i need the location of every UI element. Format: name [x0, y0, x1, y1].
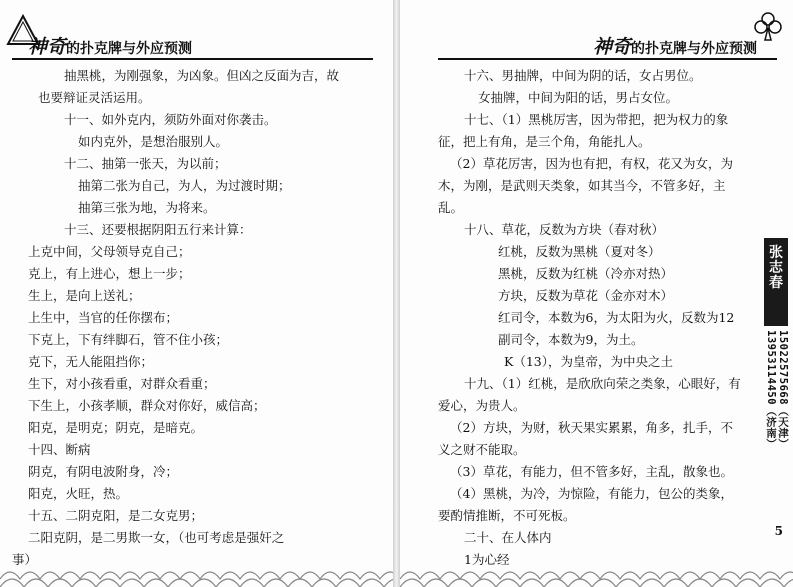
text-line: 征，把上有角，是三个角，角能扎人。: [438, 134, 651, 149]
text-line: 阳克，是明克；阴克，是暗克。: [28, 420, 204, 435]
text-line: 抽第三张为地，为将来。: [78, 200, 216, 215]
text-line: 抽第二张为自己，为人，为过渡时期；: [78, 178, 291, 193]
left-page: [0, 0, 393, 587]
header-rule: [438, 58, 777, 60]
page-header: [400, 30, 793, 60]
text-line: 红桃，反数为黑桃（夏对冬）: [498, 244, 661, 259]
text-line: 十七、（1）黑桃厉害，因为带把，把为权力的象: [464, 112, 729, 127]
text-line: （4）黑桃，为冷，为惊险，有能力，包公的类象，: [450, 486, 733, 501]
phone-jinan: 13953114450（济南）: [765, 330, 777, 450]
author-name: 张志春: [769, 245, 783, 291]
book-title-text: 的扑克牌与外应预测: [66, 41, 193, 57]
text-line: 也要辩证灵活运用。: [38, 90, 151, 105]
text-line: 二十、在人体内: [464, 530, 552, 545]
book-title: [28, 32, 192, 59]
text-line: K（13），为皇帝，为中央之土: [504, 354, 673, 369]
text-line: 十三、还要根据阴阳五行来计算：: [64, 222, 252, 237]
text-line: 方块，反数为草花（金亦对木）: [498, 288, 674, 303]
text-line: （2）方块，为财，秋天果实累累，角多，扎手，不: [450, 420, 733, 435]
right-page: [400, 0, 793, 587]
contact-phones: [764, 330, 789, 480]
text-line: 生上，是向上送礼；: [28, 288, 141, 303]
text-line: （3）草花，有能力，但不管多好，主乱，散象也。: [450, 464, 733, 479]
text-line: 十一、如外克内，须防外面对你袭击。: [64, 112, 277, 127]
text-line: 乱。: [438, 200, 464, 215]
text-line: 十五、二阴克阳，是二女克男；: [28, 508, 204, 523]
book-title-emphasis: 神奇: [592, 36, 631, 58]
text-line: 克下，无人能阻挡你；: [28, 354, 154, 369]
text-line: 如内克外，是想治服别人。: [78, 134, 229, 149]
book-gutter: [393, 0, 400, 587]
book-title: [593, 32, 757, 59]
text-line: 十九、（1）红桃，是欣欣向荣之类象，心眼好，有: [464, 376, 741, 391]
book-title-text: 的扑克牌与外应预测: [631, 41, 757, 57]
book-title-emphasis: 神奇: [28, 36, 67, 58]
text-line: 阴克，有阴电波附身，冷；: [28, 464, 179, 479]
text-line: 副司令，本数为9，为土。: [498, 332, 644, 347]
text-line: 十六、男抽牌，中间为阴的话，女占男位。: [464, 68, 702, 83]
text-line: 十二、抽第一张天，为以前；: [64, 156, 227, 171]
text-line: 阳克，火旺，热。: [28, 486, 129, 501]
text-line: 下生上，小孩孝顺，群众对你好，威信高；: [28, 398, 266, 413]
text-line: 爱心，为贵人。: [438, 398, 526, 413]
text-line: 木，为刚，是武则天类象，如其当今，不管多好，主: [438, 178, 726, 193]
page-number: 5: [774, 524, 783, 538]
cloud-border-decoration: [400, 539, 793, 587]
text-line: 义之财不能取。: [438, 442, 526, 457]
page-header: [0, 30, 393, 60]
text-line: 上生中，当官的任你摆布；: [28, 310, 179, 325]
cloud-border-decoration: [0, 539, 393, 587]
text-line: 下克上，下有绊脚石，管不住小孩；: [28, 332, 229, 347]
text-line: 1为心经: [464, 552, 510, 567]
text-line: 女抽牌，中间为阳的话，男占女位。: [478, 90, 679, 105]
text-line: 红司令，本数为6，为太阳为火，反数为12: [498, 310, 735, 325]
text-line: 抽黑桃，为刚强象，为凶象。但凶之反面为吉，故: [64, 68, 340, 83]
text-line: 二阳克阴，是二男欺一女，（也可考虑是强奸之: [28, 530, 285, 545]
text-line: 生下，对小孩看重，对群众看重；: [28, 376, 216, 391]
text-line: 黑桃，反数为红桃（冷亦对热）: [498, 266, 674, 281]
text-line: 克上，有上进心，想上一步；: [28, 266, 191, 281]
text-line: 十八、草花，反数为方块（春对秋）: [464, 222, 665, 237]
text-line: 十四、断病: [28, 442, 91, 457]
phone-tianjin: 15022575668（天津）: [777, 330, 789, 450]
text-line: 事）: [12, 552, 38, 567]
text-line: （2）草花厉害，因为也有把，有权，花又为女，为: [450, 156, 733, 171]
header-rule: [12, 58, 373, 60]
text-line: 要酌情推断，不可死板。: [438, 508, 576, 523]
text-line: 上克中间，父母领导克自己；: [28, 244, 191, 259]
